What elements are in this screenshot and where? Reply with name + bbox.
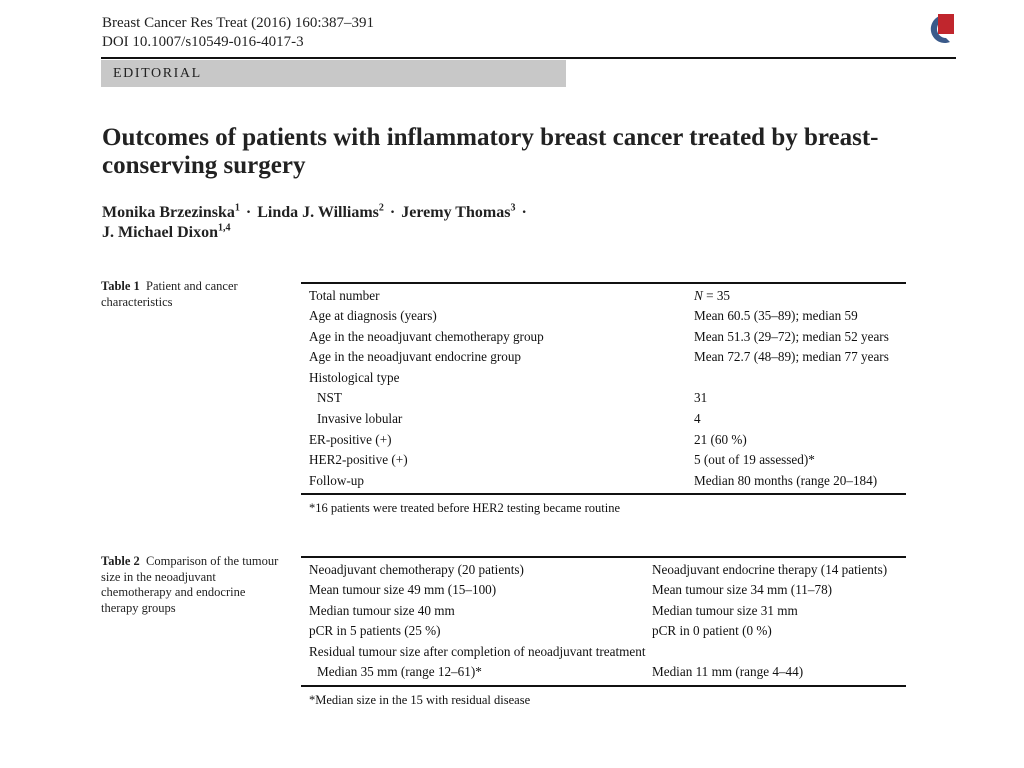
author-separator: · — [245, 204, 252, 221]
table-row: Mean tumour size 49 mm (15–100) Mean tumour size 34 mm (11–78) — [309, 582, 833, 598]
journal-line: Breast Cancer Res Treat (2016) 160:387–391 — [102, 15, 375, 31]
table2 — [301, 556, 906, 708]
author-separator: · — [389, 204, 396, 221]
table1-footnote: *16 patients were treated before HER2 testing became routine — [309, 500, 620, 515]
author: Jeremy Thomas$^3$ — [401, 202, 516, 221]
table-row: ER-positive (+) 21 (60 %) — [309, 431, 747, 447]
table-rule — [301, 493, 906, 495]
table-rule — [301, 685, 906, 687]
table-row: Age at diagnosis (years) Mean 60.5 (35–89); median 59 — [309, 308, 858, 324]
table1-label: Table 1 — [101, 279, 140, 293]
table2-label: Table 2 — [101, 554, 140, 568]
section-label: EDITORIAL — [101, 60, 566, 87]
journal-citation — [102, 14, 374, 52]
table2-footnote: *Median size in the 15 with residual disease — [309, 692, 531, 707]
table-row: Age in the neoadjuvant endocrine group Mean 72.7 (48–89); median 77 years — [309, 349, 889, 365]
header-rule — [101, 57, 956, 59]
doi-line: DOI 10.1007/s10549-016-4017-3 — [102, 34, 304, 50]
article-title: Outcomes of patients with inflammatory breast cancer treated by breast-conserving surgery — [102, 124, 879, 179]
springer-logo-icon — [924, 12, 956, 46]
table-row: Histological type — [309, 369, 400, 385]
table-row: pCR in 5 patients (25 %) pCR in 0 patient (0 %) — [309, 623, 772, 639]
table-row: Residual tumour size after completion of neoadjuvant treatment — [309, 643, 646, 659]
table-row: Total number N = 35 — [309, 287, 731, 303]
table2-caption: Table 2 Comparison of the tumour size in the neoadjuvant chemotherapy and endocrine therapy groups — [101, 554, 279, 615]
table-row: Median tumour size 40 mm Median tumour size 31 mm — [309, 602, 798, 618]
table1 — [301, 282, 906, 516]
table-row: Invasive lobular 4 — [317, 411, 701, 427]
table-row: NST 31 — [317, 390, 708, 406]
table-header-row: Neoadjuvant chemotherapy (20 patients) Neoadjuvant endocrine therapy (14 patients) — [309, 561, 888, 577]
author: J. Michael Dixon$^{1,4}$ — [102, 222, 231, 241]
table1-caption: Table 1 Patient and cancer characteristics — [101, 279, 238, 309]
table-row: Median 35 mm (range 12–61)* Median 11 mm (range 4–44) — [317, 664, 804, 680]
table-row: Age in the neoadjuvant chemotherapy group Mean 51.3 (29–72); median 52 years — [309, 328, 889, 344]
author-list — [102, 203, 802, 243]
table-row: Follow-up Median 80 months (range 20–184) — [309, 472, 878, 488]
author: Linda J. Williams$^2$ — [257, 202, 384, 221]
author: Monika Brzezinska$^1$ — [102, 202, 240, 221]
table-row: HER2-positive (+) 5 (out of 19 assessed)* — [309, 452, 815, 468]
author-separator: · — [521, 204, 527, 221]
